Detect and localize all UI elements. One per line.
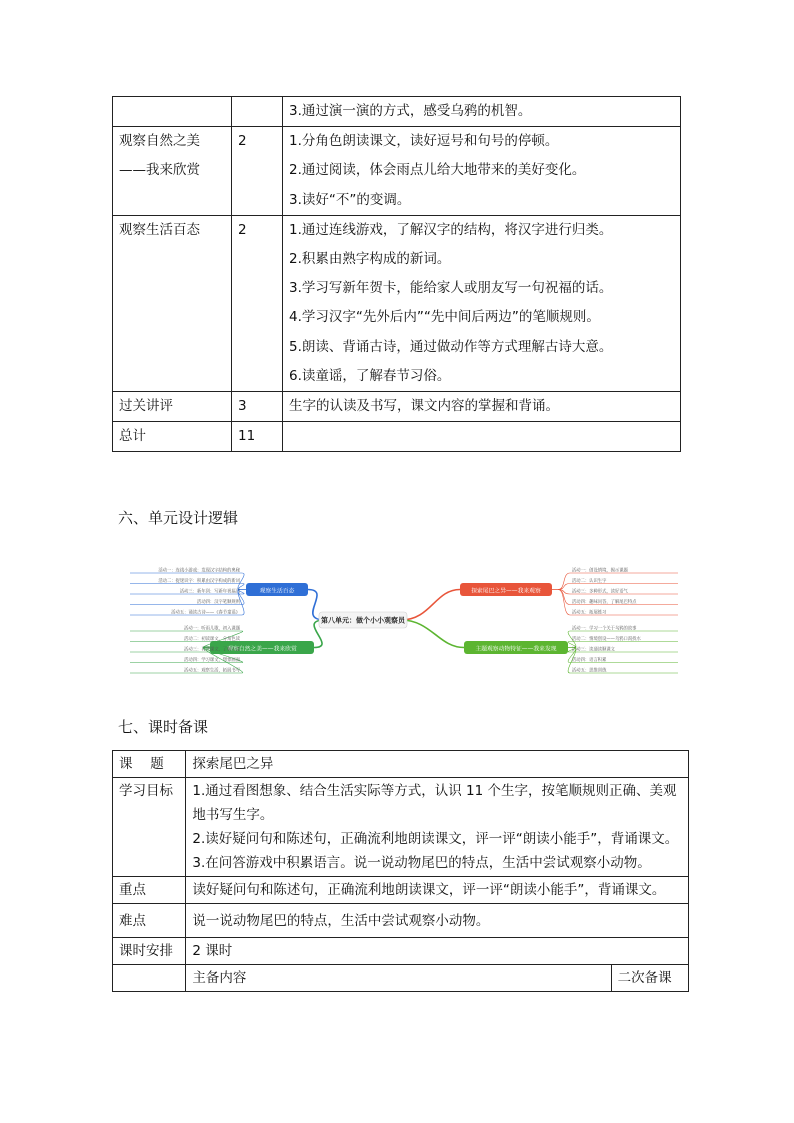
center-label: 第八单元：做个小小观察员 (321, 616, 405, 625)
unit-mind-map (118, 555, 678, 685)
topic-value: 探索尾巴之异 (186, 751, 689, 778)
branch-label: 观察自然之美——我来欣赏 (227, 646, 297, 653)
leaf-label: 活动五：拓展练习 (572, 610, 607, 616)
leaf-label: 活动五：思维训练 (572, 668, 607, 674)
leaf-label: 活动一：学习一个关于乌鸦的故事 (572, 626, 637, 632)
activity-name: ——我来欣赏 (119, 162, 200, 179)
objectives-cell (283, 422, 681, 452)
goals-cell (186, 778, 689, 877)
hours-cell (232, 422, 283, 452)
objective-item: 3.读好“不”的变调。 (289, 191, 411, 208)
schedule-row (113, 97, 681, 127)
section-7-heading: 七、课时备课 (118, 718, 209, 736)
activity-name: 总计 (119, 428, 146, 445)
leaf-label: 活动二：情境创设——乌鸦口渴找水 (572, 637, 641, 642)
empty-cell (113, 965, 186, 992)
goal-item: 1.通过看图想象、结合生活实际等方式，认识 11 个生字，按笔顺规则正确、美观地书写生字。 (192, 783, 677, 823)
schedule-row (113, 938, 689, 965)
objectives-cell (283, 215, 681, 391)
activity-name: 过关讲评 (119, 397, 173, 414)
objective-item: 4.学习汉字“先外后内”“先中间后两边”的笔顺规则。 (289, 309, 600, 326)
leaf-label: 活动四：汉字笔顺规则 (197, 600, 240, 605)
schedule-value: 2 课时 (186, 938, 689, 965)
hours-value: 2 (238, 133, 247, 150)
objective-item: 3.通过演一演的方式，感受乌鸦的机智。 (289, 103, 532, 119)
goals-label: 学习目标 (113, 778, 186, 877)
leaf-label: 活动五：诵读古诗——《春节童谣》 (171, 610, 240, 616)
leaf-label: 活动一：连线小游戏：发现汉字结构的奥秘 (158, 568, 240, 574)
leaf-label: 活动五：观察生活，拓展书写 (184, 668, 240, 674)
leaf-label: 活动二：捉迷识字：积累由汉字构成的新词 (158, 579, 240, 584)
difficulty-label: 难点 (113, 904, 186, 938)
hours-cell (232, 391, 283, 421)
leaf-connector (558, 590, 570, 616)
branch-label: 观察生活百态 (259, 588, 295, 595)
hours-value: 11 (238, 428, 256, 445)
topic-label: 课 题 (119, 756, 171, 772)
leaf-label: 活动三：多种形式，读好语气 (572, 589, 628, 595)
leaf-label: 活动二：初读课文，分角色读 (184, 637, 240, 642)
schedule-row (113, 127, 681, 216)
hours-value: 2 (238, 221, 247, 238)
content-header-row (113, 965, 689, 992)
leaf-connector (558, 573, 570, 590)
activity-name: 观察自然之美 (119, 133, 200, 150)
objective-item: 3.学习写新年贺卡，能给家人或朋友写一句祝福的话。 (289, 280, 613, 297)
leaf-label: 活动二：认识生字 (572, 579, 607, 584)
leaf-label: 活动一：听雨儿歌，初入课题 (184, 626, 240, 632)
hours-value (238, 97, 276, 126)
branch-connector (401, 620, 464, 648)
objectives-cell (283, 97, 681, 127)
leaf-label: 活动三：再读课文，了解大意 (184, 647, 240, 653)
hours-value: 3 (238, 397, 247, 414)
branch-label: 主题观察动物特征——我来发现 (475, 646, 557, 653)
goal-item: 3.在问答游戏中积累语言。说一说动物尾巴的特点，生活中尝试观察小动物。 (192, 855, 651, 871)
key-point-row (113, 877, 689, 904)
main-content-header: 主备内容 (186, 965, 611, 992)
schedule-row (113, 391, 681, 421)
leaf-label: 活动四：趣味问答，了解尾巴特点 (572, 600, 637, 605)
schedule-row (113, 422, 681, 452)
key-point-value: 读好疑问句和陈述句，正确流利地朗读课文，评一评“朗读小能手”，背诵课文。 (186, 877, 689, 904)
objective-item: 2.积累由熟字构成的新词。 (289, 250, 451, 267)
branch-connector (401, 590, 460, 621)
objectives-cell (283, 127, 681, 216)
section-6-heading: 六、单元设计逻辑 (118, 509, 239, 527)
topic-label-cell (113, 751, 186, 778)
second-prep-header: 二次备课 (611, 965, 688, 992)
objective-item: 6.读童谣，了解春节习俗。 (289, 367, 451, 384)
activity-name: 观察生活百态 (119, 221, 200, 238)
difficulty-row (113, 904, 689, 938)
topic-row (113, 751, 689, 778)
schedule-label: 课时安排 (113, 938, 186, 965)
leaf-label: 活动三：新年到：写新年祝福语 (179, 589, 240, 595)
branch-label: 探索尾巴之异——我来观察 (471, 588, 541, 595)
activity-name-cell (113, 97, 232, 127)
difficulty-value: 说一说动物尾巴的特点，生活中尝试观察小动物。 (186, 904, 689, 938)
objective-item: 1.通过连线游戏，了解汉字的结构，将汉字进行归类。 (289, 221, 613, 238)
objectives-cell (283, 391, 681, 421)
leaf-connector (558, 584, 570, 590)
leaf-label: 活动四：语言积累 (572, 658, 607, 663)
activity-name-cell (113, 127, 232, 216)
schedule-row (113, 215, 681, 391)
lesson-plan-table (112, 750, 689, 992)
mind-map-graphic (118, 555, 678, 685)
unit-schedule-table (112, 96, 681, 452)
objective-item: 5.朗读、背诵古诗，通过做动作等方式理解古诗大意。 (289, 338, 613, 355)
leaf-label: 活动一：创设情境，揭示课题 (572, 568, 628, 574)
leaf-label: 活动三：读通读顺课文 (572, 647, 615, 653)
objective-item: 2.通过阅读，体会雨点儿给大地带来的美好变化。 (289, 162, 586, 179)
activity-name-cell (113, 422, 232, 452)
goal-item: 2.读好疑问句和陈述句，正确流利地朗读课文，评一评“朗读小能手”，背诵课文。 (192, 831, 679, 847)
activity-name-cell (113, 215, 232, 391)
objective-item: 1.分角色朗读课文，读好逗号和句号的停顿。 (289, 133, 559, 150)
hours-cell (232, 127, 283, 216)
leaf-label: 活动四：学习课文，想象画面 (184, 658, 240, 663)
activity-name-cell (113, 391, 232, 421)
hours-cell (232, 97, 283, 127)
objective-item: 生字的认读及书写，课文内容的掌握和背诵。 (289, 397, 559, 414)
hours-cell (232, 215, 283, 391)
goals-row (113, 778, 689, 877)
key-point-label: 重点 (113, 877, 186, 904)
